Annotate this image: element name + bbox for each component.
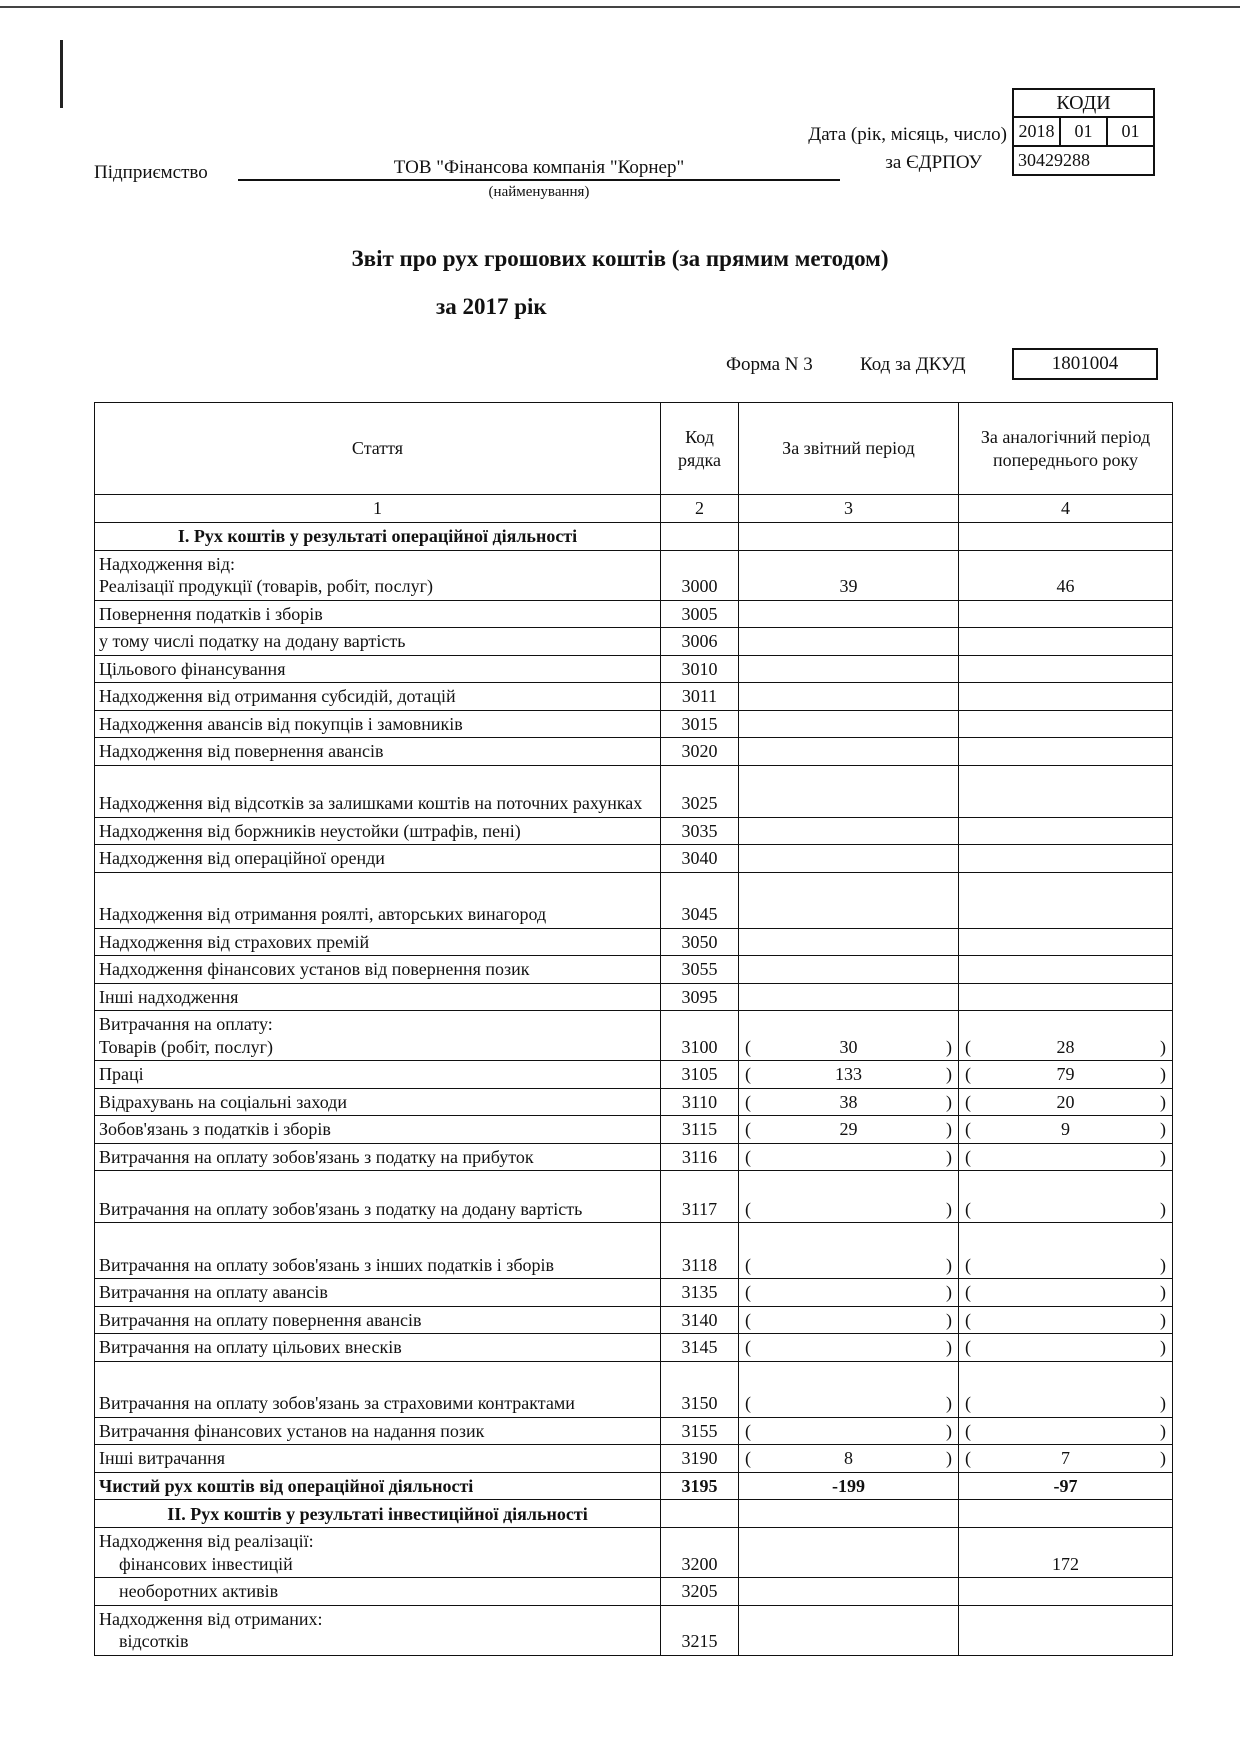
current-period-value — [739, 1116, 959, 1144]
current-period-value — [739, 928, 959, 956]
amount-value: 38 — [839, 1091, 858, 1112]
previous-period-value — [959, 1088, 1173, 1116]
previous-period-value — [959, 1578, 1173, 1606]
row-code: 3050 — [661, 928, 739, 956]
close-paren: ) — [1160, 1420, 1166, 1441]
open-paren: ( — [965, 1198, 971, 1219]
row-label — [95, 1116, 661, 1144]
row-code: 3000 — [661, 550, 739, 600]
current-period-value — [739, 1171, 959, 1223]
date-year: 2018 — [1018, 121, 1055, 141]
table-body — [95, 522, 1173, 1655]
table-row — [95, 1116, 1173, 1144]
row-sublabel-text: фінансових інвестицій — [119, 1553, 293, 1574]
row-sublabel-text: Реалізації продукції (товарів, робіт, послуг) — [99, 576, 433, 596]
open-paren: ( — [965, 1254, 971, 1275]
row-code: 3105 — [661, 1061, 739, 1089]
table-row — [95, 1011, 1173, 1061]
section-title: I. Рух коштів у результаті операційної діяльності — [95, 522, 661, 550]
row-code: 3055 — [661, 956, 739, 984]
amount-value: 29 — [839, 1119, 858, 1139]
date-label: Дата (рік, місяць, число) — [808, 124, 1007, 145]
row-code: 3118 — [661, 1223, 739, 1279]
table-row — [95, 845, 1173, 873]
close-paren: ) — [946, 1091, 952, 1112]
table-row — [95, 1171, 1173, 1223]
table-row — [95, 1061, 1173, 1089]
date-day: 01 — [1106, 118, 1153, 145]
row-label — [95, 928, 661, 956]
row-code: 3115 — [661, 1116, 739, 1144]
row-label — [95, 983, 661, 1011]
current-period-value — [739, 683, 959, 711]
close-paren: ) — [1160, 1064, 1166, 1084]
date-code-row — [1014, 118, 1153, 147]
previous-period-value: 172 — [959, 1528, 1173, 1578]
row-label — [95, 1011, 661, 1061]
current-period-value — [739, 710, 959, 738]
previous-cell — [959, 522, 1173, 550]
previous-period-value — [959, 1171, 1173, 1223]
row-code: 3025 — [661, 765, 739, 817]
close-paren: ) — [946, 1119, 952, 1139]
open-paren: ( — [745, 1036, 751, 1057]
section-row — [95, 1500, 1173, 1528]
amount-value: 9 — [1061, 1119, 1070, 1139]
previous-cell — [959, 1500, 1173, 1528]
row-label-text: Інші надходження — [99, 986, 239, 1007]
close-paren: ) — [946, 1146, 952, 1167]
row-label-text: Витрачання на оплату повернення авансів — [99, 1309, 422, 1330]
table-row — [95, 1361, 1173, 1417]
current-period-value — [739, 1578, 959, 1606]
col-number: 1 — [95, 495, 661, 523]
enterprise-label: Підприємство — [94, 162, 208, 183]
table-row — [95, 1143, 1173, 1171]
open-paren: ( — [965, 1036, 971, 1057]
row-label-text: Витрачання на оплату: — [99, 1014, 273, 1034]
open-paren: ( — [745, 1337, 751, 1357]
table-row — [95, 738, 1173, 766]
table-row — [95, 1279, 1173, 1307]
row-label — [95, 1088, 661, 1116]
table-row — [95, 1605, 1173, 1655]
close-paren: ) — [946, 1064, 952, 1084]
current-period-value — [739, 1445, 959, 1473]
previous-period-value — [959, 655, 1173, 683]
previous-period-value: -97 — [959, 1472, 1173, 1500]
top-rule — [0, 6, 1240, 8]
close-paren: ) — [946, 1198, 952, 1219]
row-label-text: у тому числі податку на додану вартість — [99, 631, 406, 651]
close-paren: ) — [1160, 1282, 1166, 1302]
col-header-current: За звітний період — [739, 403, 959, 495]
current-period-value — [739, 600, 959, 628]
row-code: 3110 — [661, 1088, 739, 1116]
row-label-text: Чистий рух коштів від операційної діяльності — [99, 1475, 474, 1496]
table-row — [95, 628, 1173, 656]
close-paren: ) — [1160, 1036, 1166, 1057]
row-label — [95, 1061, 661, 1089]
row-label — [95, 683, 661, 711]
section-row — [95, 522, 1173, 550]
dkud-label: Код за ДКУД — [860, 354, 966, 375]
codes-header: КОДИ — [1014, 90, 1153, 118]
close-paren: ) — [1160, 1309, 1166, 1330]
row-label-text: Витрачання на оплату зобов'язань з інших податків і зборів — [99, 1254, 555, 1275]
current-period-value — [739, 872, 959, 928]
row-sublabel-text: відсотків — [119, 1631, 189, 1651]
open-paren: ( — [745, 1393, 751, 1413]
row-label-text: Надходження від боржників неустойки (штрафів, пені) — [99, 820, 521, 841]
row-label — [95, 765, 661, 817]
row-label — [95, 1417, 661, 1445]
open-paren: ( — [965, 1420, 971, 1441]
row-label — [95, 1472, 661, 1500]
current-period-value — [739, 956, 959, 984]
row-code: 3005 — [661, 600, 739, 628]
previous-period-value — [959, 983, 1173, 1011]
row-label-text: Інші витрачання — [99, 1448, 226, 1468]
close-paren: ) — [946, 1420, 952, 1441]
row-label — [95, 1605, 661, 1655]
row-label-text: Надходження від: — [99, 553, 235, 574]
section-title: II. Рух коштів у результаті інвестиційної діяльності — [95, 1500, 661, 1528]
close-paren: ) — [1160, 1448, 1166, 1468]
table-row — [95, 1306, 1173, 1334]
close-paren: ) — [1160, 1337, 1166, 1357]
open-paren: ( — [965, 1119, 971, 1139]
row-label-text: Надходження від повернення авансів — [99, 741, 384, 761]
open-paren: ( — [965, 1091, 971, 1112]
row-label — [95, 845, 661, 873]
current-period-value — [739, 628, 959, 656]
current-period-value — [739, 845, 959, 873]
row-label — [95, 1171, 661, 1223]
previous-period-value — [959, 1605, 1173, 1655]
close-paren: ) — [946, 1393, 952, 1413]
report-period: за 2017 рік — [436, 294, 547, 319]
open-paren: ( — [965, 1393, 971, 1413]
close-paren: ) — [1160, 1254, 1166, 1275]
open-paren: ( — [965, 1309, 971, 1330]
row-label-text: Витрачання фінансових установ на надання позик — [99, 1420, 485, 1441]
amount-value: 8 — [844, 1448, 853, 1468]
row-label-text: Витрачання на оплату авансів — [99, 1282, 328, 1302]
row-code: 3010 — [661, 655, 739, 683]
previous-period-value — [959, 1334, 1173, 1362]
open-paren: ( — [965, 1064, 971, 1084]
date-month: 01 — [1059, 118, 1106, 145]
codes-box — [1012, 88, 1155, 176]
table-row — [95, 710, 1173, 738]
open-paren: ( — [965, 1282, 971, 1302]
row-label-text: Надходження від отриманих: — [99, 1608, 323, 1629]
table-row — [95, 765, 1173, 817]
edrpou-code: 30429288 — [1018, 150, 1090, 170]
previous-period-value — [959, 1306, 1173, 1334]
row-code: 3011 — [661, 683, 739, 711]
current-period-value — [739, 655, 959, 683]
cash-flow-table — [94, 402, 1173, 1656]
previous-period-value — [959, 1143, 1173, 1171]
row-label — [95, 1279, 661, 1307]
row-label — [95, 550, 661, 600]
row-code: 3006 — [661, 628, 739, 656]
row-label-text: Відрахувань на соціальні заходи — [99, 1091, 347, 1112]
row-label-text: Надходження фінансових установ від повернення позик — [99, 959, 530, 979]
close-paren: ) — [1160, 1198, 1166, 1219]
open-paren: ( — [965, 1337, 971, 1357]
row-label-text: Надходження авансів від покупців і замовників — [99, 713, 463, 734]
row-label — [95, 1334, 661, 1362]
row-label-text: Надходження від реалізації: — [99, 1531, 314, 1551]
margin-mark — [60, 40, 63, 108]
row-code: 3116 — [661, 1143, 739, 1171]
col-number: 4 — [959, 495, 1173, 523]
table-row — [95, 655, 1173, 683]
previous-period-value — [959, 710, 1173, 738]
previous-period-value — [959, 928, 1173, 956]
row-code: 3135 — [661, 1279, 739, 1307]
close-paren: ) — [946, 1448, 952, 1468]
table-row — [95, 1445, 1173, 1473]
column-number-row — [95, 495, 1173, 523]
row-code: 3145 — [661, 1334, 739, 1362]
row-label — [95, 1361, 661, 1417]
row-code: 3150 — [661, 1361, 739, 1417]
previous-period-value — [959, 1361, 1173, 1417]
code-cell — [661, 1500, 739, 1528]
edrpou-label: за ЄДРПОУ — [885, 152, 982, 173]
row-code: 3117 — [661, 1171, 739, 1223]
previous-period-value — [959, 628, 1173, 656]
current-period-value — [739, 1417, 959, 1445]
row-sublabel-text: Товарів (робіт, послуг) — [99, 1036, 273, 1057]
current-period-value — [739, 765, 959, 817]
previous-period-value — [959, 683, 1173, 711]
col-number: 2 — [661, 495, 739, 523]
col-header-code: Код рядка — [661, 403, 739, 495]
open-paren: ( — [745, 1254, 751, 1275]
row-code: 3155 — [661, 1417, 739, 1445]
row-label — [95, 1306, 661, 1334]
current-period-value — [739, 1361, 959, 1417]
current-period-value — [739, 1011, 959, 1061]
row-label — [95, 655, 661, 683]
current-period-value: -199 — [739, 1472, 959, 1500]
open-paren: ( — [745, 1146, 751, 1167]
open-paren: ( — [745, 1309, 751, 1330]
current-cell — [739, 1500, 959, 1528]
row-code: 3015 — [661, 710, 739, 738]
enterprise-caption: (найменування) — [488, 184, 590, 200]
previous-period-value — [959, 1223, 1173, 1279]
table-row — [95, 1578, 1173, 1606]
row-label — [95, 738, 661, 766]
table-row — [95, 983, 1173, 1011]
row-code: 3040 — [661, 845, 739, 873]
amount-value: 133 — [835, 1064, 862, 1084]
row-label-text: Надходження від відсотків за залишками коштів на поточних рахунках — [99, 793, 643, 813]
previous-period-value — [959, 1279, 1173, 1307]
row-label — [95, 710, 661, 738]
row-code: 3020 — [661, 738, 739, 766]
table-row — [95, 1334, 1173, 1362]
previous-period-value — [959, 1417, 1173, 1445]
open-paren: ( — [965, 1146, 971, 1167]
row-code: 3205 — [661, 1578, 739, 1606]
row-label — [95, 1578, 661, 1606]
row-code: 3045 — [661, 872, 739, 928]
row-code: 3190 — [661, 1445, 739, 1473]
current-period-value — [739, 1605, 959, 1655]
row-code: 3200 — [661, 1528, 739, 1578]
row-label — [95, 600, 661, 628]
current-period-value — [739, 983, 959, 1011]
row-label — [95, 1223, 661, 1279]
row-label — [95, 817, 661, 845]
current-period-value — [739, 1143, 959, 1171]
previous-period-value — [959, 765, 1173, 817]
amount-value: 20 — [1056, 1091, 1075, 1112]
current-period-value — [739, 1088, 959, 1116]
previous-period-value — [959, 1061, 1173, 1089]
row-label-text: необоротних активів — [119, 1581, 279, 1601]
row-label-text: Повернення податків і зборів — [99, 603, 323, 624]
table-row — [95, 1528, 1173, 1578]
open-paren: ( — [745, 1420, 751, 1441]
row-code: 3195 — [661, 1472, 739, 1500]
previous-period-value — [959, 1011, 1173, 1061]
enterprise-name: ТОВ "Фінансова компанія "Корнер" — [238, 157, 840, 181]
row-label — [95, 628, 661, 656]
col-header-article: Стаття — [95, 403, 661, 495]
col-header-previous: За аналогічний період попереднього року — [959, 403, 1173, 495]
col-number: 3 — [739, 495, 959, 523]
close-paren: ) — [946, 1254, 952, 1275]
row-label — [95, 1445, 661, 1473]
row-code: 3215 — [661, 1605, 739, 1655]
table-row — [95, 872, 1173, 928]
open-paren: ( — [745, 1091, 751, 1112]
row-label-text: Праці — [99, 1064, 144, 1084]
row-code: 3100 — [661, 1011, 739, 1061]
row-label — [95, 1143, 661, 1171]
current-period-value — [739, 1306, 959, 1334]
table-row — [95, 600, 1173, 628]
close-paren: ) — [1160, 1393, 1166, 1413]
report-title: Звіт про рух грошових коштів (за прямим методом) — [351, 246, 889, 271]
previous-period-value — [959, 845, 1173, 873]
open-paren: ( — [745, 1064, 751, 1084]
previous-period-value — [959, 872, 1173, 928]
amount-value: 79 — [1056, 1064, 1075, 1084]
current-period-value — [739, 1279, 959, 1307]
current-period-value — [739, 1334, 959, 1362]
close-paren: ) — [946, 1282, 952, 1302]
table-row — [95, 1223, 1173, 1279]
table-row — [95, 817, 1173, 845]
open-paren: ( — [745, 1198, 751, 1219]
current-period-value — [739, 1061, 959, 1089]
row-label — [95, 956, 661, 984]
row-label-text: Надходження від операційної оренди — [99, 848, 385, 868]
close-paren: ) — [1160, 1146, 1166, 1167]
row-code: 3140 — [661, 1306, 739, 1334]
table-row — [95, 956, 1173, 984]
row-label — [95, 872, 661, 928]
table-header-row — [95, 403, 1173, 495]
row-label-text: Витрачання на оплату цільових внесків — [99, 1337, 402, 1357]
code-cell — [661, 522, 739, 550]
amount-value: 30 — [839, 1036, 858, 1057]
close-paren: ) — [946, 1309, 952, 1330]
table-row — [95, 928, 1173, 956]
row-label-text: Надходження від отримання роялті, авторських винагород — [99, 904, 547, 924]
dkud-code: 1801004 — [1012, 348, 1158, 380]
total-row — [95, 1472, 1173, 1500]
table-row — [95, 550, 1173, 600]
close-paren: ) — [1160, 1119, 1166, 1139]
row-code: 3095 — [661, 983, 739, 1011]
open-paren: ( — [965, 1448, 971, 1468]
current-cell — [739, 522, 959, 550]
row-label-text: Витрачання на оплату зобов'язань з податку на прибуток — [99, 1146, 534, 1167]
close-paren: ) — [946, 1337, 952, 1357]
close-paren: ) — [946, 1036, 952, 1057]
previous-period-value — [959, 1445, 1173, 1473]
amount-value: 7 — [1061, 1448, 1070, 1468]
previous-period-value — [959, 600, 1173, 628]
row-label-text: Витрачання на оплату зобов'язань за страховими контрактами — [99, 1393, 575, 1413]
current-period-value: 39 — [739, 550, 959, 600]
row-label-text: Витрачання на оплату зобов'язань з податку на додану вартість — [99, 1198, 583, 1219]
previous-period-value — [959, 956, 1173, 984]
form-label: Форма N 3 — [726, 354, 813, 375]
open-paren: ( — [745, 1448, 751, 1468]
previous-period-value: 46 — [959, 550, 1173, 600]
row-code: 3035 — [661, 817, 739, 845]
row-label-text: Зобов'язань з податків і зборів — [99, 1119, 331, 1139]
open-paren: ( — [745, 1282, 751, 1302]
current-period-value — [739, 738, 959, 766]
open-paren: ( — [745, 1119, 751, 1139]
table-row — [95, 683, 1173, 711]
row-label-text: Надходження від страхових премій — [99, 931, 370, 952]
previous-period-value — [959, 817, 1173, 845]
current-period-value — [739, 1223, 959, 1279]
current-period-value — [739, 817, 959, 845]
row-label-text: Надходження від отримання субсидій, дотацій — [99, 686, 456, 706]
previous-period-value — [959, 738, 1173, 766]
row-label — [95, 1528, 661, 1578]
current-period-value — [739, 1528, 959, 1578]
table-row — [95, 1417, 1173, 1445]
table-row — [95, 1088, 1173, 1116]
previous-period-value — [959, 1116, 1173, 1144]
close-paren: ) — [1160, 1091, 1166, 1112]
amount-value: 28 — [1056, 1036, 1075, 1057]
row-label-text: Цільового фінансування — [99, 658, 286, 679]
